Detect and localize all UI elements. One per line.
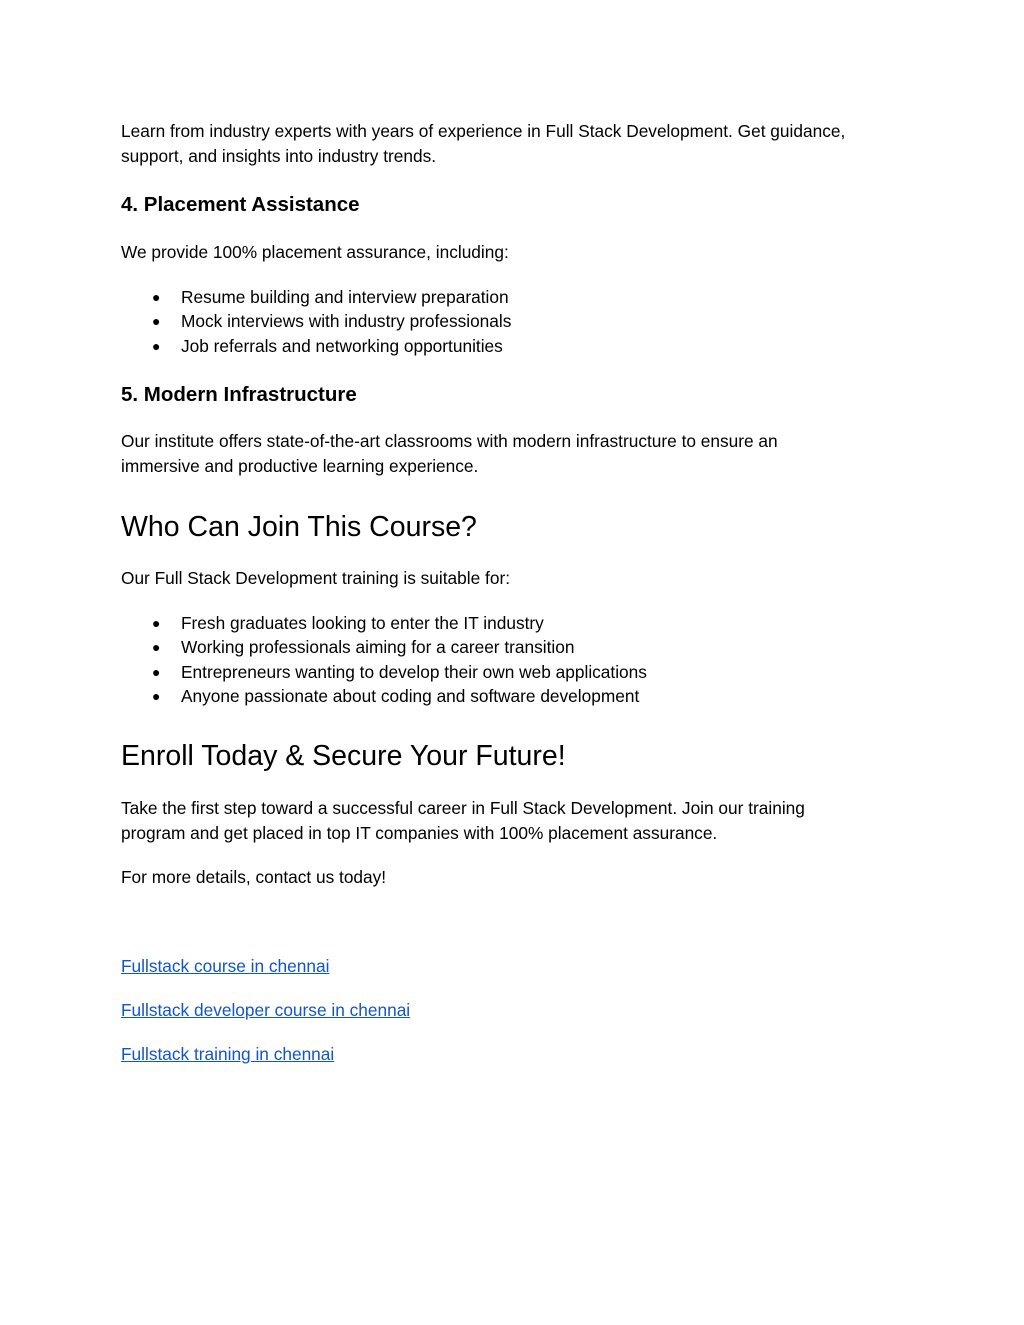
enroll-line-2: program and get placed in top IT companies with 100% placement assurance. (121, 822, 718, 843)
intro-paragraph (121, 119, 845, 168)
link-fullstack-training[interactable]: Fullstack training in chennai (121, 1044, 335, 1064)
list-item: ● Fresh graduates looking to enter the IT industry (121, 611, 647, 635)
list-item: ● Anyone passionate about coding and software development (121, 684, 647, 708)
intro-line-1: Learn from industry experts with years of experience in Full Stack Development. Get guidance, (121, 121, 846, 141)
bullet-icon: ● (152, 313, 161, 330)
enroll-line-1: Take the first step toward a successful career in Full Stack Development. Join our training (121, 798, 805, 818)
link-fullstack-course[interactable]: Fullstack course in chennai (121, 956, 330, 976)
placement-list (121, 285, 511, 358)
bullet-icon: ● (152, 663, 161, 680)
bullet-icon: ● (152, 687, 161, 704)
bullet-icon: ● (152, 615, 161, 631)
list-item: ● Entrepreneurs wanting to develop their own web applications (121, 660, 647, 684)
bullet-icon: ● (152, 337, 161, 354)
intro-line-2: support, and insights into industry trends. (121, 145, 437, 166)
who-list (121, 611, 647, 708)
placement-intro: We provide 100% placement assurance, including: (121, 242, 509, 262)
link-fullstack-developer-course[interactable]: Fullstack developer course in chennai (121, 1000, 411, 1020)
list-item: ● Mock interviews with industry professionals (121, 309, 511, 333)
infrastructure-paragraph (121, 429, 778, 478)
bullet-icon: ● (152, 639, 161, 656)
list-item: ● Resume building and interview preparation (121, 285, 511, 309)
list-item: ● Job referrals and networking opportunities (121, 334, 511, 358)
infrastructure-line-1: Our institute offers state-of-the-art classrooms with modern infrastructure to ensure an (121, 431, 778, 451)
enroll-heading: Enroll Today & Secure Your Future! (121, 740, 566, 772)
who-heading: Who Can Join This Course? (121, 511, 477, 543)
list-item: ● Working professionals aiming for a career transition (121, 635, 647, 659)
infrastructure-line-2: immersive and productive learning experience. (121, 455, 479, 476)
bullet-icon: ● (152, 289, 161, 305)
enroll-paragraph (121, 796, 805, 845)
infrastructure-heading: 5. Modern Infrastructure (121, 383, 357, 406)
contact-text: For more details, contact us today! (121, 867, 387, 887)
placement-heading: 4. Placement Assistance (121, 193, 360, 216)
who-intro: Our Full Stack Development training is suitable for: (121, 568, 510, 588)
